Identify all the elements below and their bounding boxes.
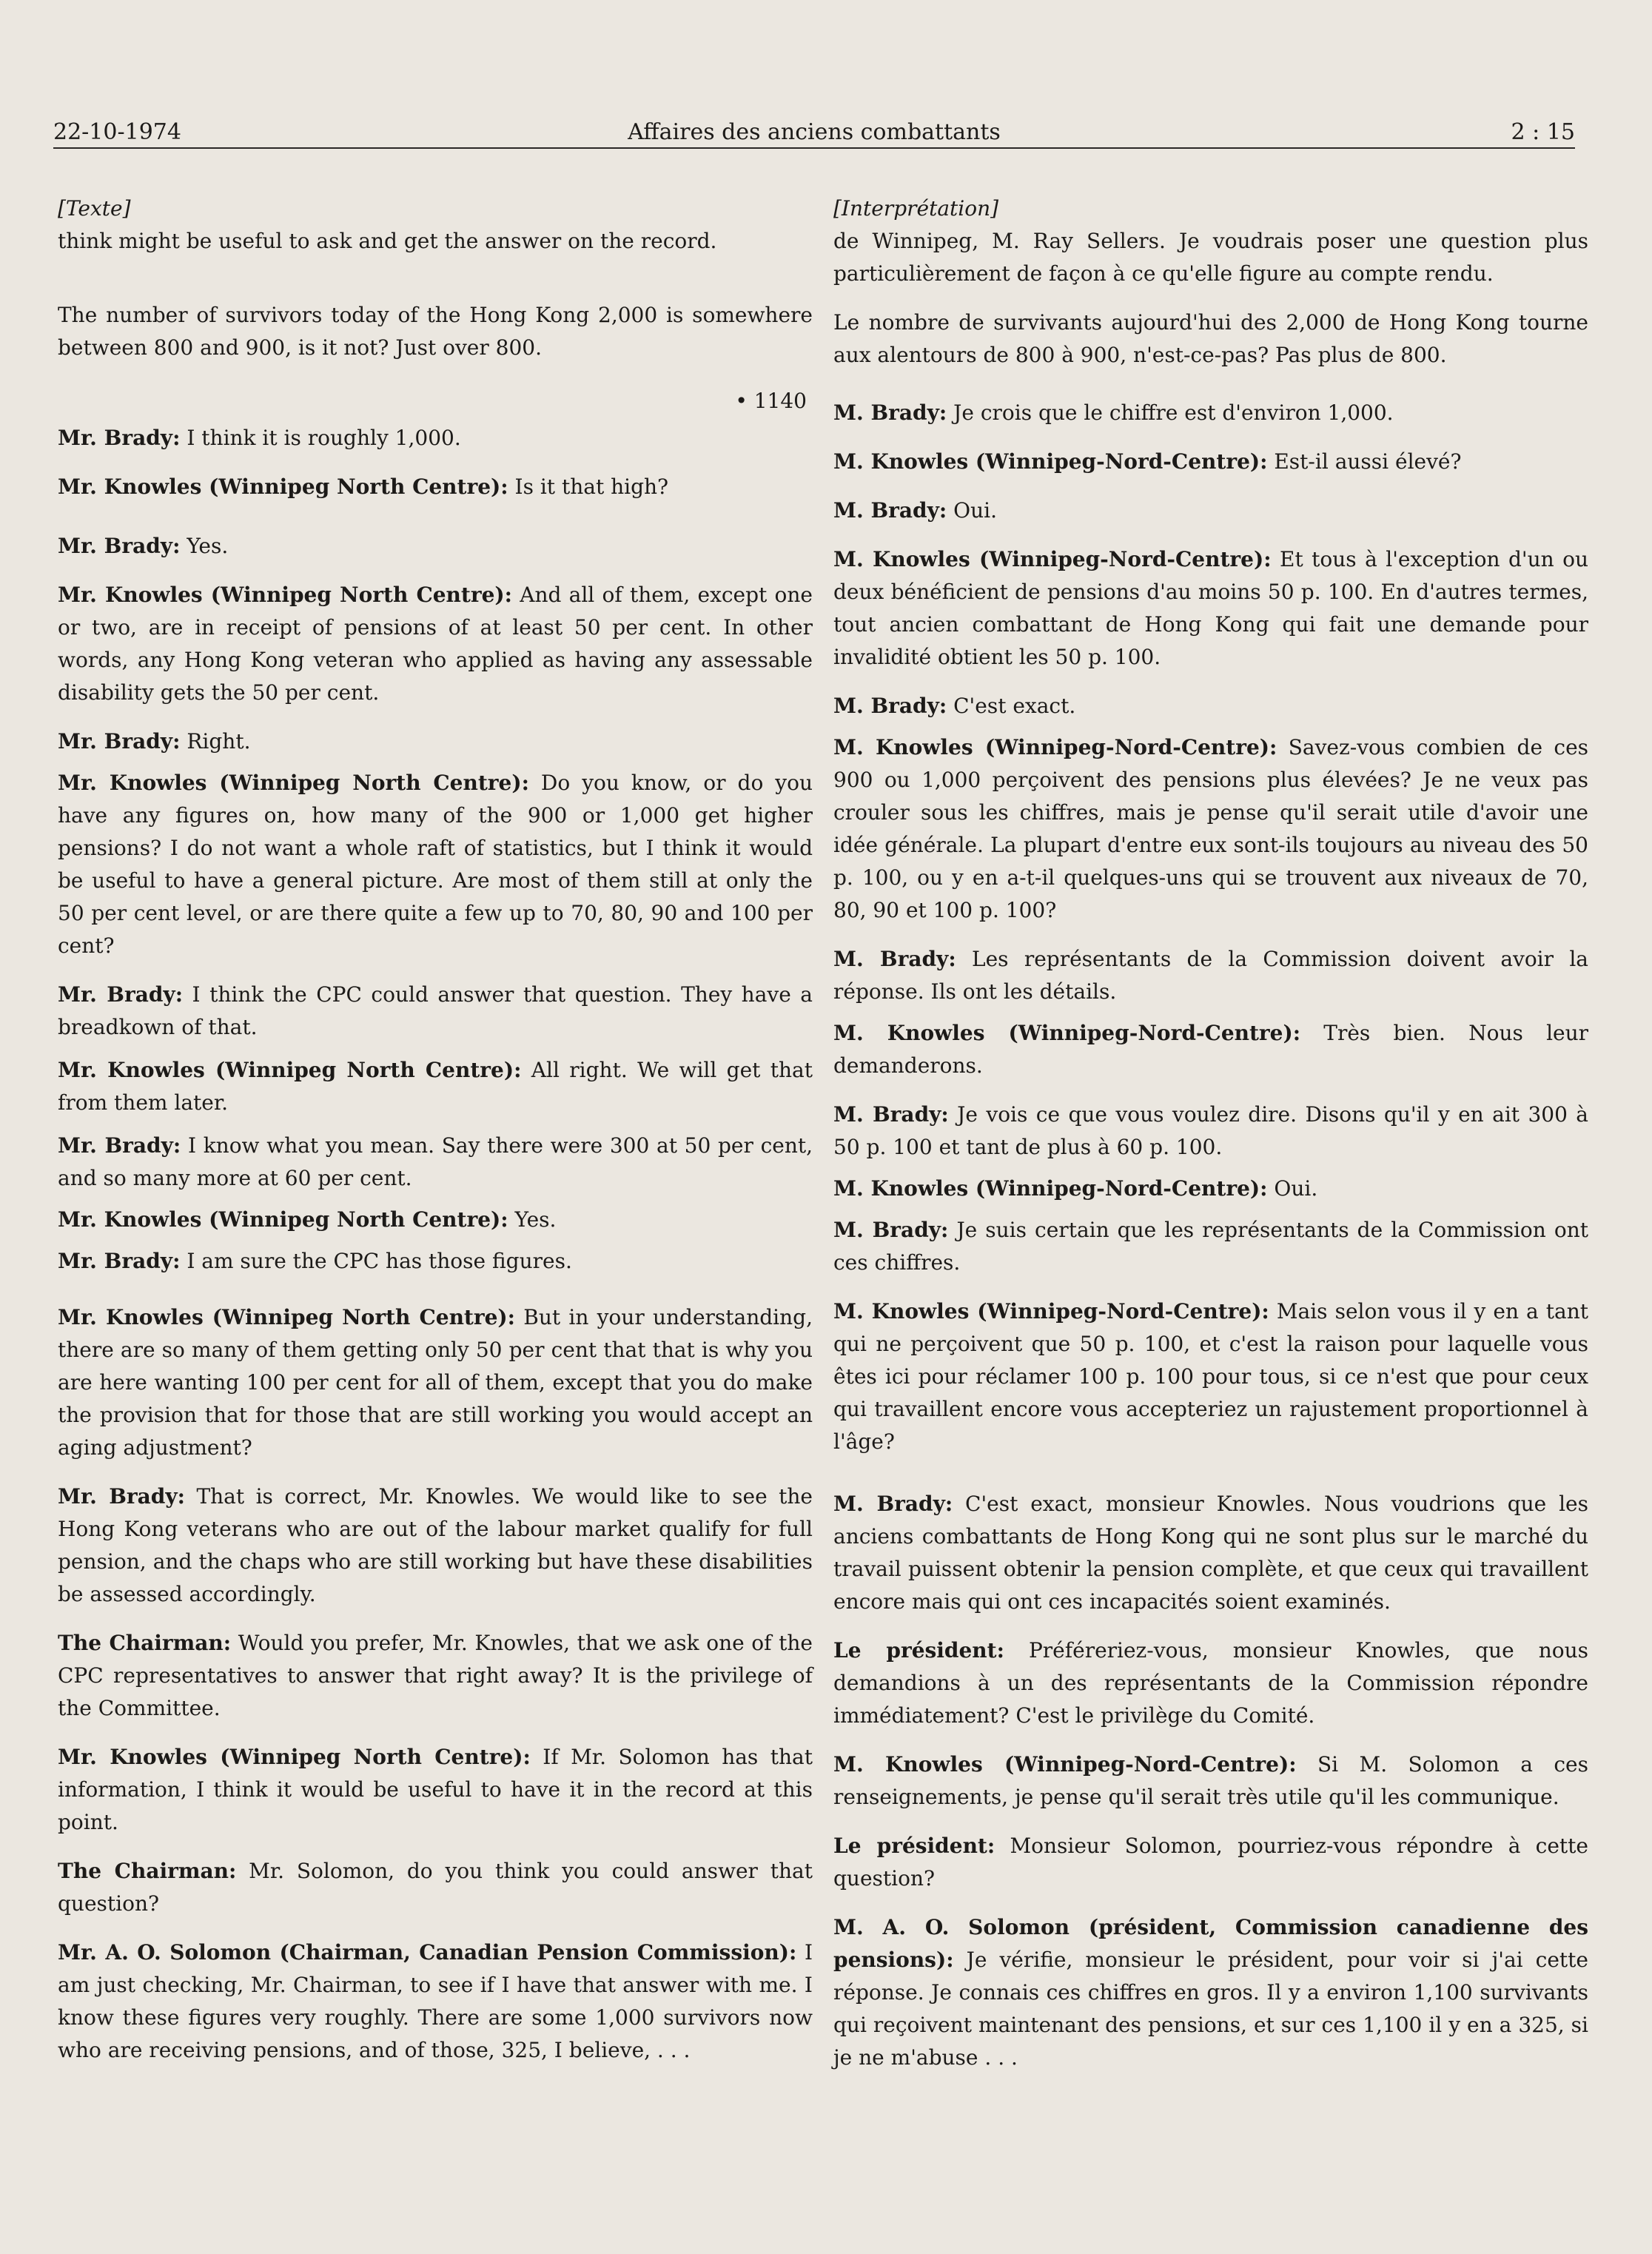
paragraph bbox=[58, 1245, 813, 1278]
section-label: [Texte] bbox=[58, 196, 131, 221]
paragraph bbox=[58, 1741, 813, 1839]
paragraph bbox=[58, 422, 813, 455]
paragraph-text: Savez-vous combien de ces 900 ou 1,000 perçoivent des pensions plus élevées? Je ne veux pas crouler sous les chiffres, mais je pense qu'il serait utile d'avoir une idée générale. La plupart d'entre eux sont-ils toujours au niveau des 50 p. 100, ou y en a-t-il quelques-uns qui se trouvent aux niveaux de 70, 80, 90 et 100 p. 100? bbox=[833, 735, 1589, 922]
speaker-name: Mr. Knowles (Winnipeg North Centre): bbox=[58, 1745, 531, 1769]
paragraph bbox=[833, 397, 1588, 429]
speaker-name: Mr. Knowles (Winnipeg North Centre): bbox=[58, 1207, 508, 1232]
paragraph-text: If Mr. Solomon has that information, I think it would be useful to have it in the record at this point. bbox=[58, 1745, 813, 1834]
paragraph bbox=[58, 1936, 813, 2067]
paragraph-text: Is it that high? bbox=[508, 474, 669, 499]
paragraph-text: Yes. bbox=[180, 534, 229, 558]
paragraph-text: Je vois ce que vous voulez dire. Disons qu'il y en ait 300 à 50 p. 100 et tant de plus à 60 p. 100. bbox=[833, 1102, 1588, 1159]
speaker-name: M. Brady: bbox=[833, 400, 947, 425]
paragraph-text: Les représentants de la Commission doivent avoir la réponse. Ils ont les détails. bbox=[833, 947, 1588, 1004]
paragraph bbox=[58, 1130, 813, 1195]
paragraph-text: Monsieur Solomon, pourriez-vous répondre à cette question? bbox=[833, 1834, 1588, 1891]
speaker-name: Mr. Brady: bbox=[58, 729, 181, 754]
speaker-name: The Chairman: bbox=[58, 1859, 237, 1883]
paragraph bbox=[58, 579, 813, 709]
paragraph bbox=[833, 1488, 1588, 1618]
paragraph bbox=[58, 1627, 813, 1725]
paragraph bbox=[58, 1204, 813, 1236]
paragraph-text: Je vérifie, monsieur le président, pour voir si j'ai cette réponse. Je connais ces chiffres en gros. Il y a environ 1,100 survivants qui reçoivent maintenant des pensions, et sur ces 1,100 il y en a 325, si je ne m'abuse . . . bbox=[833, 1948, 1588, 2070]
speaker-name: Mr. Brady: bbox=[58, 426, 181, 450]
paragraph bbox=[833, 1173, 1588, 1205]
left-column bbox=[58, 192, 813, 2067]
paragraph bbox=[833, 446, 1588, 478]
speaker-name: M. Knowles (Winnipeg-Nord-Centre): bbox=[833, 1176, 1268, 1201]
paragraph bbox=[58, 1855, 813, 1920]
paragraph-text: Oui. bbox=[1267, 1176, 1318, 1201]
speaker-name: M. Knowles (Winnipeg-Nord-Centre): bbox=[833, 1299, 1269, 1324]
speaker-name: M. Knowles (Winnipeg-Nord-Centre): bbox=[833, 1752, 1297, 1777]
speaker-name: Le président: bbox=[833, 1638, 1004, 1663]
paragraph bbox=[58, 471, 813, 503]
speaker-name: Mr. Knowles (Winnipeg North Centre): bbox=[58, 1305, 516, 1329]
speaker-name: M. Brady: bbox=[833, 1492, 953, 1516]
paragraph-text: Préféreriez-vous, monsieur Knowles, que nous demandions à un des représentants de la Commission répondre immédiatement? C'est le privilège du Comité. bbox=[833, 1638, 1588, 1728]
paragraph bbox=[833, 306, 1588, 372]
paragraph bbox=[833, 225, 1588, 290]
paragraph bbox=[833, 1099, 1588, 1164]
paragraph bbox=[58, 725, 813, 758]
paragraph-text: Right. bbox=[180, 729, 251, 754]
paragraph bbox=[58, 299, 813, 364]
paragraph-text: C'est exact. bbox=[947, 694, 1076, 718]
paragraph bbox=[833, 1295, 1588, 1458]
paragraph-text: Très bien. Nous leur demanderons. bbox=[833, 1021, 1589, 1078]
paragraph-text: Oui. bbox=[947, 498, 997, 523]
speaker-name: M. A. O. Solomon (président, Commission canadienne des pensions): bbox=[833, 1915, 1588, 1972]
paragraph bbox=[58, 1301, 813, 1464]
paragraph-text: I am sure the CPC has those figures. bbox=[180, 1249, 572, 1273]
paragraph bbox=[833, 1214, 1588, 1279]
paragraph bbox=[833, 494, 1588, 527]
speaker-name: Mr. A. O. Solomon (Chairman, Canadian Pension Commission): bbox=[58, 1940, 797, 1965]
paragraph bbox=[833, 1017, 1588, 1082]
paragraph-text: I think it is roughly 1,000. bbox=[180, 426, 461, 450]
paragraph-text: All right. We will get that from them later. bbox=[58, 1058, 813, 1115]
paragraph-text: I am just checking, Mr. Chairman, to see if I have that answer with me. I know these figures very roughly. There are some 1,000 survivors now who are receiving pensions, and of those, 325, I believe, . . . bbox=[58, 1940, 813, 2062]
paragraph bbox=[58, 530, 813, 563]
paragraph bbox=[58, 1054, 813, 1119]
speaker-name: Mr. Knowles (Winnipeg North Centre): bbox=[58, 1058, 522, 1082]
paragraph-text: But in your understanding, there are so many of them getting only 50 per cent that that is why you are here wanting 100 per cent for all of them, except that you do make the provision that for those that are still working you would accept an aging adjustment? bbox=[58, 1305, 813, 1460]
speaker-name: M. Knowles (Winnipeg-Nord-Centre): bbox=[833, 449, 1268, 474]
paragraph bbox=[58, 979, 813, 1044]
paragraph-text: C'est exact, monsieur Knowles. Nous voudrions que les anciens combattants de Hong Kong qui ne sont plus sur le marché du travail puissent obtenir la pension complète, et que ceux qui travaillent encore mais qui ont ces incapacités soient examinés. bbox=[833, 1492, 1588, 1614]
speaker-name: Mr. Brady: bbox=[58, 982, 184, 1007]
paragraph-text: Je suis certain que les représentants de la Commission ont ces chiffres. bbox=[833, 1218, 1588, 1275]
paragraph-text: The number of survivors today of the Hong Kong 2,000 is somewhere between 800 and 900, is it not? Just over 800. bbox=[58, 303, 813, 360]
paragraph bbox=[58, 1480, 813, 1611]
paragraph-text: de Winnipeg, M. Ray Sellers. Je voudrais poser une question plus particulièrement de façon à ce qu'elle figure au compte rendu. bbox=[833, 229, 1588, 286]
paragraph-text: Est-il aussi élevé? bbox=[1267, 449, 1462, 474]
paragraph bbox=[833, 943, 1588, 1008]
paragraph bbox=[833, 1748, 1588, 1814]
paragraph bbox=[58, 225, 813, 258]
speaker-name: M. Knowles (Winnipeg-Nord-Centre): bbox=[833, 1021, 1301, 1045]
paragraph bbox=[58, 767, 813, 962]
speaker-name: M. Brady: bbox=[833, 1102, 949, 1127]
header-title: Affaires des anciens combattants bbox=[628, 119, 1001, 145]
paragraph-text: Would you prefer, Mr. Knowles, that we ask one of the CPC representatives to answer that right away? It is the privilege of the Committee. bbox=[58, 1631, 813, 1720]
paragraph bbox=[833, 1830, 1588, 1895]
paragraph-text: I know what you mean. Say there were 300 at 50 per cent, and so many more at 60 per cent. bbox=[58, 1133, 813, 1190]
paragraph-text: Le nombre de survivants aujourd'hui des 2,000 de Hong Kong tourne aux alentours de 800 à 900, n'est-ce-pas? Pas plus de 800. bbox=[833, 310, 1588, 367]
paragraph-text: Yes. bbox=[508, 1207, 557, 1232]
speaker-name: Le président: bbox=[833, 1834, 995, 1858]
speaker-name: M. Brady: bbox=[833, 1218, 949, 1242]
speaker-name: M. Knowles (Winnipeg-Nord-Centre): bbox=[833, 547, 1272, 571]
paragraph-text: That is correct, Mr. Knowles. We would like to see the Hong Kong veterans who are out of the labour market qualify for full pension, and the chaps who are still working but have these disabilities be assessed accordingly. bbox=[58, 1484, 813, 1606]
speaker-name: Mr. Knowles (Winnipeg North Centre): bbox=[58, 771, 529, 795]
paragraph-text: Mais selon vous il y en a tant qui ne perçoivent que 50 p. 100, et c'est la raison pour laquelle vous êtes ici pour réclamer 100 p. 100 pour tous, si ce n'est que pour ceux qui travaillent encore vous accepteriez un rajustement proportionnel à l'âge? bbox=[833, 1299, 1589, 1454]
header-date: 22-10-1974 bbox=[53, 119, 181, 145]
right-column bbox=[833, 192, 1588, 2074]
paragraph-text: Et tous à l'exception d'un ou deux bénéficient de pensions d'au moins 50 p. 100. En d'autres termes, tout ancien combattant de Hong Kong qui fait une demande pour invalidité obtient les 50 p. 100. bbox=[833, 547, 1588, 669]
speaker-name: Mr. Brady: bbox=[58, 534, 181, 558]
paragraph bbox=[833, 1634, 1588, 1732]
section-label: [Interprétation] bbox=[833, 196, 999, 221]
speaker-name: Mr. Brady: bbox=[58, 1484, 185, 1509]
speaker-name: M. Brady: bbox=[833, 498, 947, 523]
speaker-name: M. Brady: bbox=[833, 947, 956, 971]
paragraph-text: Si M. Solomon a ces renseignements, je pense qu'il serait très utile qu'il les communique. bbox=[833, 1752, 1588, 1809]
paragraph-text: I think the CPC could answer that question. They have a breadkown of that. bbox=[58, 982, 813, 1039]
speaker-name: Mr. Knowles (Winnipeg North Centre): bbox=[58, 583, 512, 607]
header-page-number: 2 : 15 bbox=[1511, 119, 1575, 145]
paragraph bbox=[833, 1911, 1588, 2074]
page-header bbox=[53, 110, 1575, 145]
timestamp-marker: • 1140 bbox=[735, 389, 807, 413]
speaker-name: The Chairman: bbox=[58, 1631, 232, 1655]
paragraph-text: Do you know, or do you have any figures on, how many of the 900 or 1,000 get higher pensions? I do not want a whole raft of statistics, but I think it would be useful to have a general picture. Are most of them still at only the 50 per cent level, or are there quite a few up to 70, 80, 90 and 100 per cent? bbox=[58, 771, 813, 958]
speaker-name: Mr. Brady: bbox=[58, 1249, 181, 1273]
speaker-name: M. Knowles (Winnipeg-Nord-Centre): bbox=[833, 735, 1277, 759]
speaker-name: Mr. Knowles (Winnipeg North Centre): bbox=[58, 474, 508, 499]
paragraph-text: think might be useful to ask and get the answer on the record. bbox=[58, 229, 717, 253]
header-rule bbox=[53, 147, 1575, 149]
paragraph bbox=[833, 543, 1588, 674]
speaker-name: Mr. Brady: bbox=[58, 1133, 181, 1158]
paragraph bbox=[833, 690, 1588, 722]
paragraph-text: Mr. Solomon, do you think you could answer that question? bbox=[58, 1859, 813, 1916]
speaker-name: M. Brady: bbox=[833, 694, 947, 718]
paragraph-text: And all of them, except one or two, are in receipt of pensions of at least 50 per cent. In other words, any Hong Kong veteran who applied as having any assessable disability gets the 50 per cent. bbox=[58, 583, 813, 705]
paragraph-text: Je crois que le chiffre est d'environ 1,000. bbox=[947, 400, 1394, 425]
paragraph bbox=[833, 731, 1588, 927]
